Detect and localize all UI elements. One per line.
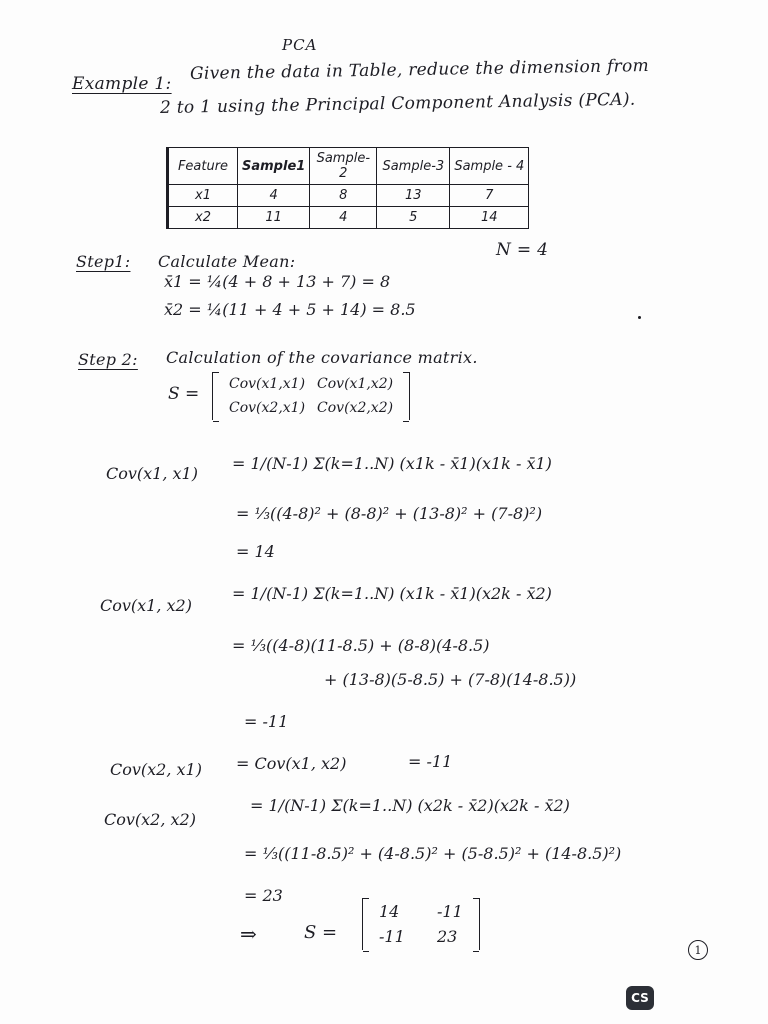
step-2-label: Step 2: bbox=[78, 350, 138, 369]
table-cell: x2 bbox=[168, 207, 238, 229]
mean-x2: x̄2 = ¼(11 + 4 + 5 + 14) = 8.5 bbox=[164, 300, 416, 319]
table-cell: x1 bbox=[168, 185, 238, 207]
table-cell: 8 bbox=[310, 185, 377, 207]
matrix-cell: Cov(x1,x2) bbox=[317, 376, 394, 392]
step-1-text: Calculate Mean: bbox=[158, 252, 296, 271]
cov12-result: = -11 bbox=[244, 712, 289, 731]
page-title: PCA bbox=[282, 36, 318, 54]
table-cell: 5 bbox=[377, 207, 450, 229]
matrix-cell: Cov(x2,x1) bbox=[229, 400, 306, 416]
table-cell: 4 bbox=[310, 207, 377, 229]
final-s-label: S = bbox=[304, 922, 338, 943]
cov12-lhs: Cov(x1, x2) bbox=[100, 596, 192, 615]
matrix-cell: 23 bbox=[437, 927, 458, 946]
cov11-result: = 14 bbox=[236, 542, 275, 561]
ink-dot bbox=[638, 316, 641, 319]
cov22-expansion: = ⅓((11-8.5)² + (4-8.5)² + (5-8.5)² + (14-8.5)²) bbox=[244, 844, 622, 863]
table-cell: 13 bbox=[377, 185, 450, 207]
header-sample-1: Sample1 bbox=[238, 148, 310, 185]
table-header-row bbox=[168, 148, 529, 185]
matrix-cell: -11 bbox=[437, 902, 463, 921]
table-cell: 11 bbox=[238, 207, 310, 229]
header-feature: Feature bbox=[168, 148, 238, 185]
step-2-text: Calculation of the covariance matrix. bbox=[166, 348, 478, 367]
table-cell: 4 bbox=[238, 185, 310, 207]
s-label: S = bbox=[168, 384, 200, 404]
cov12-expansion-line-1: = ⅓((4-8)(11-8.5) + (8-8)(4-8.5) bbox=[232, 636, 490, 655]
n-value: N = 4 bbox=[496, 240, 549, 260]
implies-arrow: ⇒ bbox=[240, 922, 257, 946]
header-sample-2: Sample-2 bbox=[310, 148, 377, 185]
camscanner-logo bbox=[626, 986, 654, 1010]
cov22-result: = 23 bbox=[244, 886, 283, 905]
cov11-definition: = 1/(N-1) Σ(k=1..N) (x1k - x̄1)(x1k - x̄1) bbox=[232, 454, 552, 473]
cov22-definition: = 1/(N-1) Σ(k=1..N) (x2k - x̄2)(x2k - x̄2) bbox=[250, 796, 570, 815]
matrix-cell: 14 bbox=[379, 902, 400, 921]
data-table bbox=[166, 147, 529, 229]
mean-x1: x̄1 = ¼(4 + 8 + 13 + 7) = 8 bbox=[164, 272, 391, 291]
cov21-rhs: = Cov(x1, x2) bbox=[236, 754, 347, 773]
example-text-line-2: 2 to 1 using the Principal Component Analysis (PCA). bbox=[159, 89, 636, 118]
cov12-expansion-line-2: + (13-8)(5-8.5) + (7-8)(14-8.5)) bbox=[324, 670, 577, 689]
matrix-cell: Cov(x1,x1) bbox=[229, 376, 306, 392]
step-1-label: Step1: bbox=[76, 252, 131, 271]
header-sample-4: Sample - 4 bbox=[450, 148, 529, 185]
page-number-circle bbox=[688, 940, 708, 960]
matrix-cell: Cov(x2,x2) bbox=[317, 400, 394, 416]
cov11-lhs: Cov(x1, x1) bbox=[106, 464, 198, 483]
header-sample-3: Sample-3 bbox=[377, 148, 450, 185]
logo-text: CS bbox=[631, 991, 649, 1005]
cov21-result: = -11 bbox=[408, 752, 453, 771]
page-number: 1 bbox=[694, 943, 702, 957]
covariance-matrix-symbolic bbox=[212, 372, 410, 420]
covariance-matrix-final bbox=[362, 898, 480, 950]
cov21-lhs: Cov(x2, x1) bbox=[110, 760, 202, 779]
matrix-cell: -11 bbox=[379, 927, 405, 946]
table-row bbox=[168, 207, 529, 229]
cov12-definition: = 1/(N-1) Σ(k=1..N) (x1k - x̄1)(x2k - x̄2) bbox=[232, 584, 552, 603]
cov22-lhs: Cov(x2, x2) bbox=[104, 810, 196, 829]
table-cell: 7 bbox=[450, 185, 529, 207]
table-cell: 14 bbox=[450, 207, 529, 229]
example-text-line-1: Given the data in Table, reduce the dimension from bbox=[189, 55, 650, 84]
example-label: Example 1: bbox=[72, 74, 172, 94]
table-row bbox=[168, 185, 529, 207]
cov11-expansion: = ⅓((4-8)² + (8-8)² + (13-8)² + (7-8)²) bbox=[236, 504, 543, 523]
